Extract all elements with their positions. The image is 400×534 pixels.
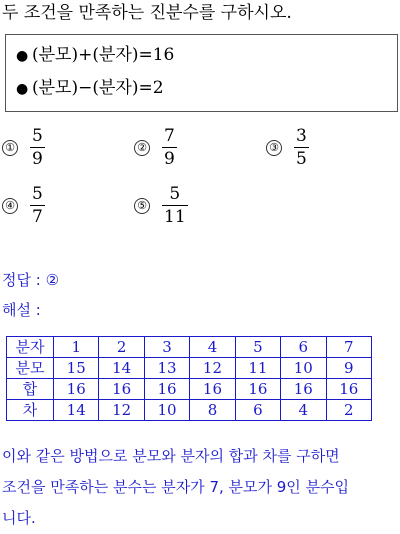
- fraction-bar: [30, 205, 45, 206]
- option-number: ③: [266, 140, 282, 156]
- condition-text: (분모)−(분자)=2: [32, 78, 164, 98]
- table-cell: 11: [235, 358, 280, 379]
- table-cell: 12: [190, 358, 235, 379]
- table-cell: 16: [190, 379, 235, 400]
- numerator: 5: [169, 184, 181, 204]
- row-header: 합: [7, 379, 54, 400]
- denominator: 5: [296, 149, 307, 169]
- condition-text: (분모)+(분자)=16: [32, 45, 175, 65]
- table-row: [7, 379, 372, 400]
- row-header: 분자: [7, 337, 54, 358]
- table-cell: 5: [235, 337, 280, 358]
- condition-2: [16, 77, 164, 100]
- conclusion-line: 이와 같은 방법으로 분모와 분자의 합과 차를 구하면: [2, 447, 340, 465]
- answer-line: 정답 : ②: [2, 271, 60, 289]
- table-cell: 2: [99, 337, 144, 358]
- numerator: 3: [296, 126, 307, 146]
- table-cell: 10: [144, 400, 189, 421]
- table-cell: 4: [190, 337, 235, 358]
- conditions-box: [5, 34, 398, 112]
- table-cell: 16: [99, 379, 144, 400]
- option-2[interactable]: [134, 126, 177, 169]
- table-cell: 13: [144, 358, 189, 379]
- fraction: [294, 126, 309, 169]
- table-cell: 1: [54, 337, 99, 358]
- fraction-bar: [162, 147, 177, 148]
- fraction-bar: [294, 147, 309, 148]
- question-text: 두 조건을 만족하는 진분수를 구하시오.: [2, 3, 292, 23]
- row-header: 차: [7, 400, 54, 421]
- denominator: 9: [32, 149, 43, 169]
- condition-1: [16, 44, 174, 67]
- conclusion-line: 조건을 만족하는 분수는 분자가 7, 분모가 9인 분수입: [2, 478, 350, 496]
- option-number: ①: [2, 140, 18, 156]
- table-cell: 16: [144, 379, 189, 400]
- table-cell: 14: [54, 400, 99, 421]
- fraction-bar: [162, 205, 188, 206]
- table-row: [7, 358, 372, 379]
- fraction: [30, 184, 45, 227]
- conclusion-text: [2, 441, 398, 534]
- solution-table: [6, 336, 372, 421]
- explanation-label: 해설 :: [2, 301, 41, 319]
- numerator: 7: [164, 126, 175, 146]
- table-cell: 9: [326, 358, 371, 379]
- table-cell: 16: [326, 379, 371, 400]
- table-cell: 6: [281, 337, 326, 358]
- table-cell: 2: [326, 400, 371, 421]
- option-number: ⑤: [134, 198, 150, 214]
- option-4[interactable]: [2, 184, 45, 227]
- table-cell: 14: [99, 358, 144, 379]
- option-number: ④: [2, 198, 18, 214]
- table-cell: 10: [281, 358, 326, 379]
- denominator: 9: [164, 149, 175, 169]
- conclusion-line: 니다.: [2, 509, 36, 527]
- table-cell: 3: [144, 337, 189, 358]
- table-cell: 15: [54, 358, 99, 379]
- option-3[interactable]: [266, 126, 309, 169]
- denominator: 7: [32, 207, 43, 227]
- table-cell: 16: [54, 379, 99, 400]
- fraction: [162, 184, 188, 227]
- table-cell: 12: [99, 400, 144, 421]
- table-cell: 8: [190, 400, 235, 421]
- fraction-bar: [30, 147, 45, 148]
- option-5[interactable]: [134, 184, 188, 227]
- table-cell: 6: [235, 400, 280, 421]
- bullet-icon: ●: [16, 48, 29, 64]
- table-cell: 7: [326, 337, 371, 358]
- row-header: 분모: [7, 358, 54, 379]
- bullet-icon: ●: [16, 81, 29, 97]
- fraction: [30, 126, 45, 169]
- denominator: 11: [164, 207, 186, 227]
- table-row: [7, 400, 372, 421]
- fraction: [162, 126, 177, 169]
- numerator: 5: [32, 126, 43, 146]
- numerator: 5: [32, 184, 43, 204]
- table-row: [7, 337, 372, 358]
- table-cell: 4: [281, 400, 326, 421]
- table-cell: 16: [281, 379, 326, 400]
- option-1[interactable]: [2, 126, 45, 169]
- option-number: ②: [134, 140, 150, 156]
- table-cell: 16: [235, 379, 280, 400]
